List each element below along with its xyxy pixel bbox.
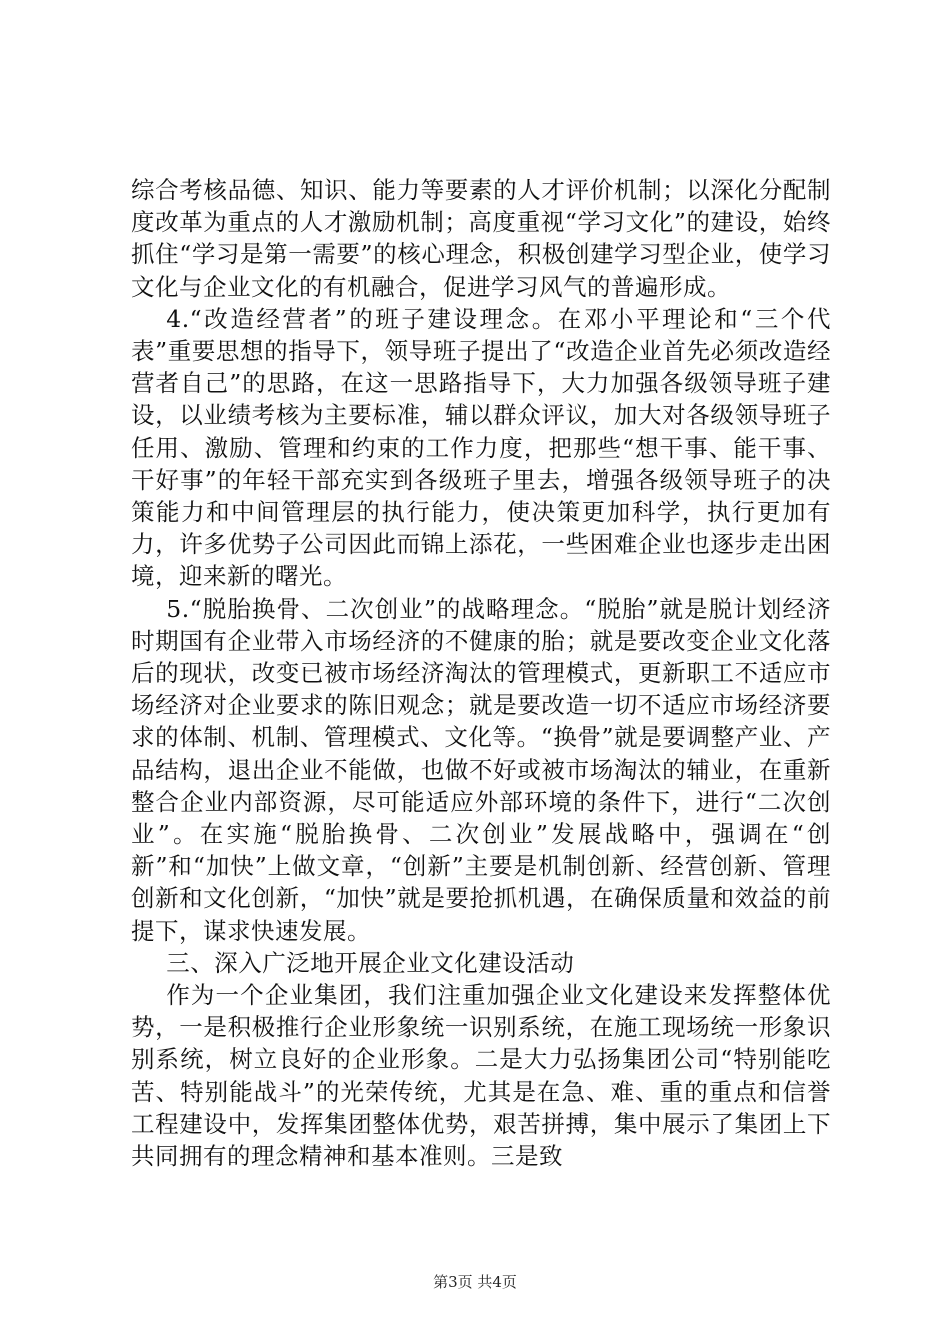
paragraph-leadership-concept: 4.“改造经营者”的班子建设理念。在邓小平理论和“三个代表”重要思想的指导下，领导班子提出了“改造企业首先必须改造经营者自己”的思路，在这一思路指导下，大力加强各级领导班子建设，以业绩考核为主要标准，辅以群众评议，加大对各级领导班子任用、激励、管理和约束的工作力度，把那些“想干事、能干事、干好事”的年轻干部充实到各级班子里去，增强各级领导班子的决策能力和中间管理层的执行能力，使决策更加科学，执行更加有力，许多优势子公司因此而锦上添花，一些困难企业也逐步走出困境，迎来新的曙光。 bbox=[131, 304, 831, 591]
paragraph-talent-mechanism: 综合考核品德、知识、能力等要素的人才评价机制；以深化分配制度改革为重点的人才激励机制；高度重视“学习文化”的建设，始终抓住“学习是第一需要”的核心理念，积极创建学习型企业，使学习文化与企业文化的有机融合，促进学习风气的普遍形成。 bbox=[131, 176, 831, 301]
paragraph-strategy-concept: 5.“脱胎换骨、二次创业”的战略理念。“脱胎”就是脱计划经济时期国有企业带入市场经济的不健康的胎；就是要改变企业文化落后的现状，改变已被市场经济淘汰的管理模式，更新职工不适应市场经济对企业要求的陈旧观念；就是要改造一切不适应市场经济要求的体制、机制、管理模式、文化等。“换骨”就是要调整产业、产品结构，退出企业不能做，也做不好或被市场淘汰的辅业，在重新整合企业内部资源，尽可能适应外部环境的条件下，进行“二次创业”。在实施“脱胎换骨、二次创业”发展战略中，强调在“创新”和“加快”上做文章，“创新”主要是机制创新、经营创新、管理创新和文化创新，“加快”就是要抢抓机遇，在确保质量和效益的前提下，谋求快速发展。 bbox=[131, 594, 831, 945]
section-heading-culture-activities: 三、深入广泛地开展企业文化建设活动 bbox=[166, 948, 575, 977]
document-body bbox=[131, 174, 831, 1172]
paragraph-group-culture: 作为一个企业集团，我们注重加强企业文化建设来发挥整体优势，一是积极推行企业形象统一识别系统，在施工现场统一形象识别系统，树立良好的企业形象。二是大力弘扬集团公司“特别能吃苦、特别能战斗”的光荣传统，尤其是在急、难、重的重点和信誉工程建设中，发挥集团整体优势，艰苦拼搏，集中展示了集团上下共同拥有的理念精神和基本准则。三是致 bbox=[131, 981, 831, 1171]
page-number-footer: 第3页 共4页 bbox=[433, 1273, 517, 1291]
